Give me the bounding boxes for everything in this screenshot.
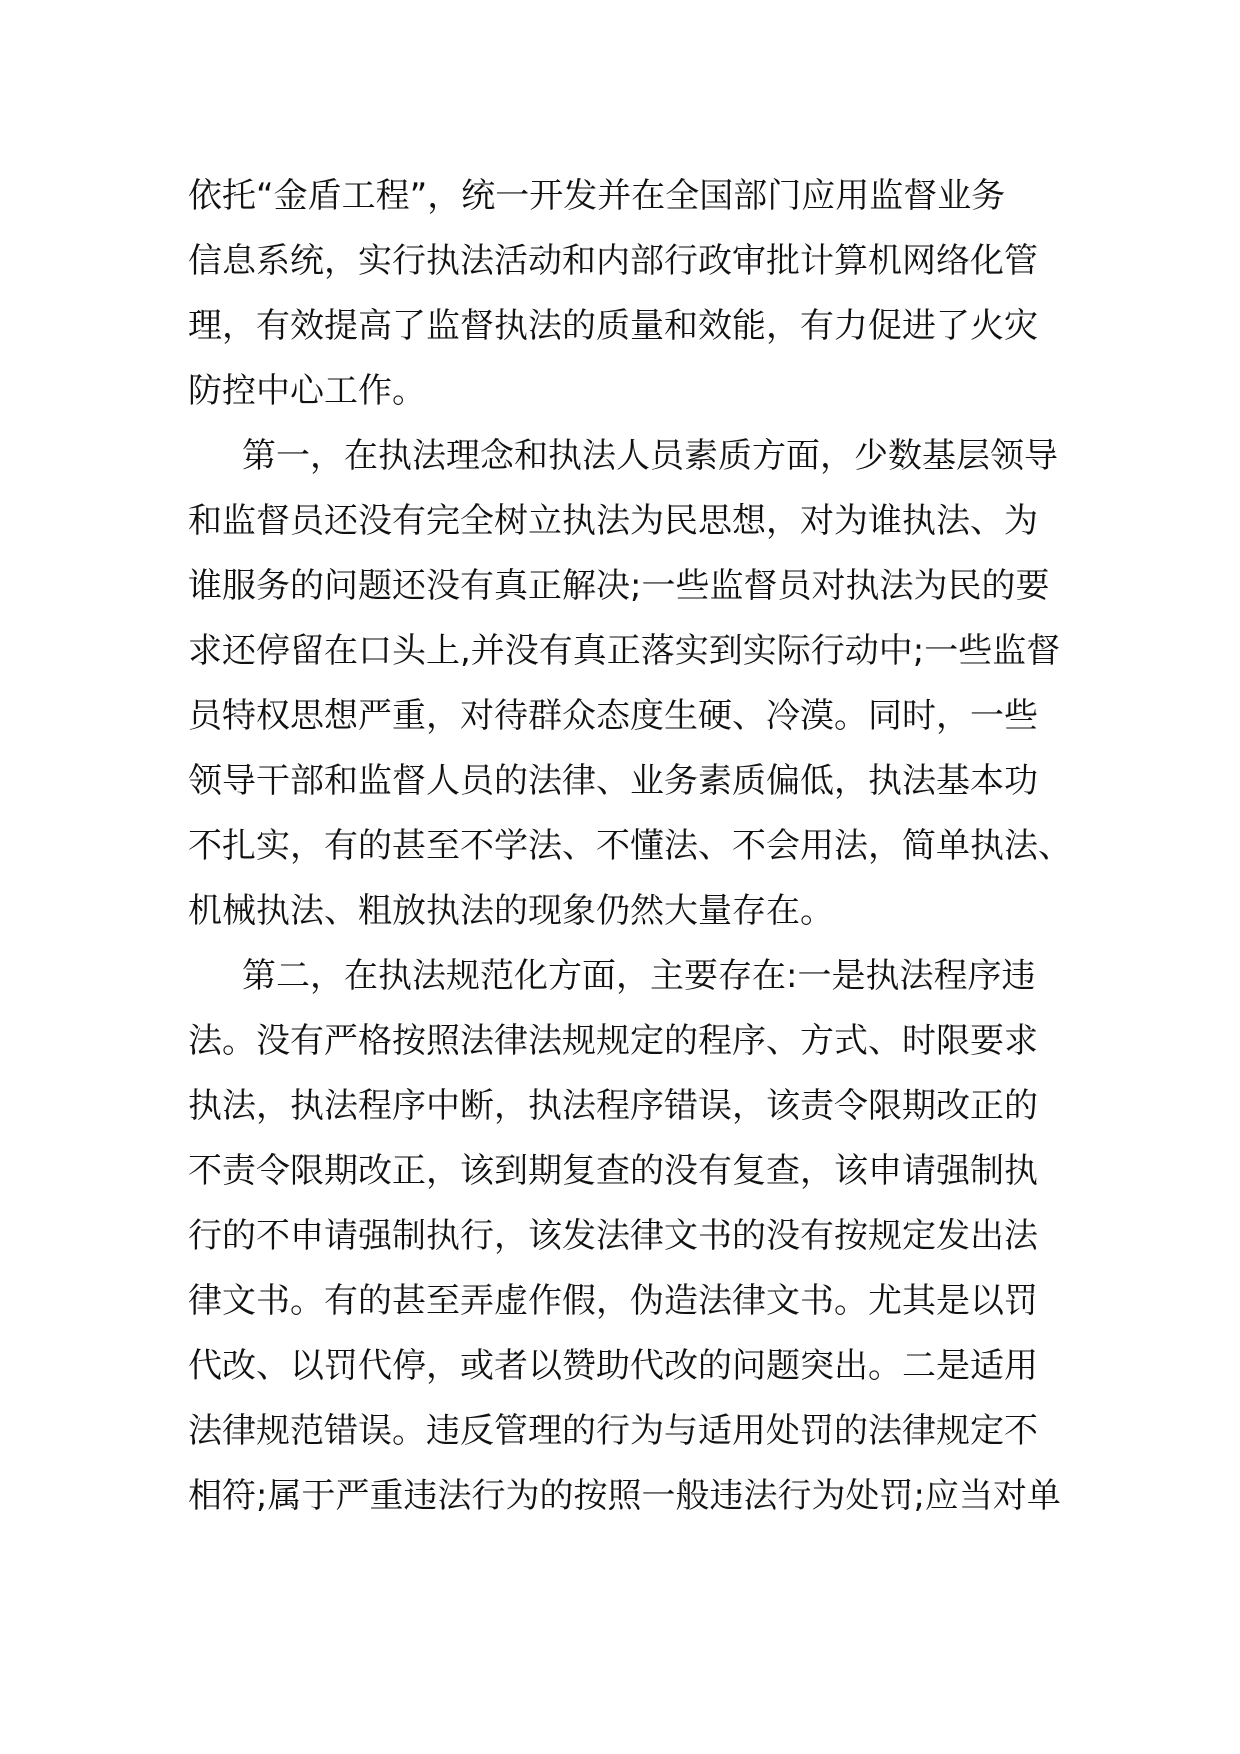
text-line: 行的不申请强制执行，该发法律文书的没有按规定发出法	[188, 1216, 1038, 1256]
paragraph-2	[188, 424, 1072, 944]
text-line: 执法，执法程序中断，执法程序错误，该责令限期改正的	[188, 1086, 1038, 1126]
text-line: 依托“金盾工程”，统一开发并在全国部门应用监督业务	[188, 176, 1006, 216]
text-line: 不扎实，有的甚至不学法、不懂法、不会用法，简单执法、	[188, 826, 1072, 866]
text-line: 法。没有严格按照法律法规规定的程序、方式、时限要求	[188, 1021, 1038, 1061]
text-line: 不责令限期改正，该到期复查的没有复查，该申请强制执	[188, 1151, 1038, 1191]
text-line: 代改、以罚代停，或者以赞助代改的问题突出。二是适用	[188, 1346, 1038, 1386]
text-line: 和监督员还没有完全树立执法为民思想，对为谁执法、为	[188, 501, 1038, 541]
text-line: 法律规范错误。违反管理的行为与适用处罚的法律规定不	[188, 1411, 1038, 1451]
text-line: 求还停留在口头上,并没有真正落实到实际行动中;一些监督	[188, 631, 1061, 671]
text-line: 相符;属于严重违法行为的按照一般违法行为处罚;应当对单	[188, 1476, 1061, 1516]
text-line-first: 第一，在执法理念和执法人员素质方面，少数基层领导	[242, 436, 1058, 476]
text-line: 防控中心工作。	[188, 371, 426, 411]
paragraph-3	[188, 944, 1068, 1529]
text-line-first: 第二，在执法规范化方面，主要存在:一是执法程序违	[242, 956, 1036, 996]
text-line: 员特权思想严重，对待群众态度生硬、冷漠。同时，一些	[188, 696, 1038, 736]
text-line: 领导干部和监督人员的法律、业务素质偏低，执法基本功	[188, 761, 1038, 801]
text-line: 谁服务的问题还没有真正解决;一些监督员对执法为民的要	[188, 566, 1050, 606]
text-line: 机械执法、粗放执法的现象仍然大量存在。	[188, 891, 834, 931]
paragraph-1	[188, 164, 1068, 424]
text-line: 理，有效提高了监督执法的质量和效能，有力促进了火灾	[188, 306, 1038, 346]
text-line: 信息系统，实行执法活动和内部行政审批计算机网络化管	[188, 241, 1038, 281]
text-line: 律文书。有的甚至弄虚作假，伪造法律文书。尤其是以罚	[188, 1281, 1038, 1321]
document-body	[188, 164, 1072, 1529]
